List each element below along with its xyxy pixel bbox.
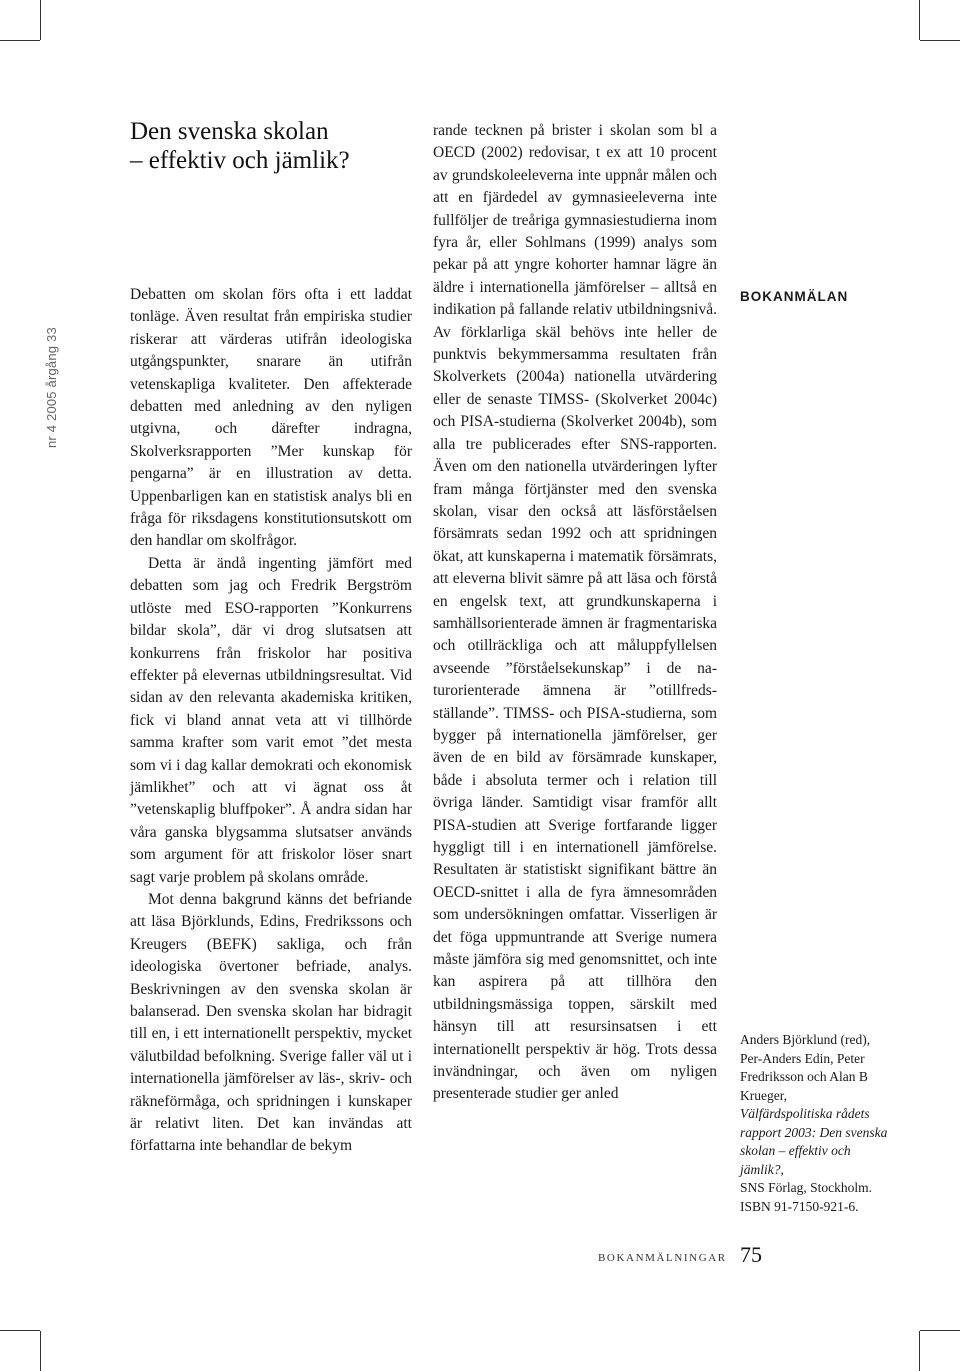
crop-mark-bottom-right bbox=[919, 1331, 920, 1371]
book-info bbox=[740, 1031, 890, 1216]
crop-mark-bottom-right-h bbox=[920, 1330, 960, 1331]
title-line-2: – effektiv och jämlik? bbox=[130, 147, 350, 174]
book-authors: Anders Björklund (red), Per-Anders Edin, Peter Fredriksson och Alan B Krueger, bbox=[740, 1032, 871, 1103]
crop-mark-bottom-left bbox=[40, 1331, 41, 1371]
paragraph: rande tecknen på brister i skolan som bl a OECD (2002) redovisar, t ex att 10 procent av grundskoleeleverna inte uppnår målen och att en fjärdedel av gymnasieeleverna inte fullföljer de treåriga gymnasiestudierna inom fyra år, eller Sohlmans (1999) analys som pekar på att yngre kohorter hamnar lägre än äldre i internationella jämförelser – alltså en indikation på fallande relativ utbildningsnivå. Av förklarliga skäl behövs inte heller de punktvis bekymmersamma resultaten från Skolverkets (2004a) nationella utvärdering eller de senaste TIMSS- (Skolverket 2004c) och PISA-studierna (Skolverket 2004b), som alla tre publicerades efter SNS-rapporten. Även om den nationella utvärderingen lyfter fram många förtjänster med den svenska skolan, visar den också att läsförståelsen försämrats sedan 1992 och att spridningen ökat, att kunskaperna i matematik försämrats, att eleverna blivit sämre på att läsa och förstå en engelsk text, att grundkunskaperna i samhällsorienterade ämnen är fragmentariska och otillräckliga och att måluppfyllelsen avseende ”förståelsekunskap” i de naturorienterade ämnena är ”otillfredsställande”. TIMSS- och PISA-studierna, som bygger på internationella jämförelser, ger även de en bild av försämrade kunskaper, både i absoluta termer och i relation till övriga länder. Samtidigt visar framför allt PISA-studien att Sverige fortfarande ligger hyggligt till i en internationell jämförelse. Resultaten är statistiskt signifikant bättre än OECD-snittet i alla de fyra ämnesområden som undersökningen omfattar. Visserligen är det föga uppmuntrande att Sverige numera måste jämföra sig med genomsnittet, och inte kan aspirera på att tillhöra den utbildningsmässiga toppen, särskilt med hänsyn till att resursinsatsen i ett internationellt perspektiv är hög. Trots dessa invändningar, och även om nyligen presenterade studier ger anled bbox=[433, 122, 717, 1103]
article-title bbox=[130, 117, 430, 175]
crop-mark-top-left bbox=[40, 0, 41, 40]
book-publisher: SNS Förlag, Stockholm. bbox=[740, 1180, 873, 1195]
footer-section-label: BOKANMÄLNINGAR bbox=[598, 1252, 727, 1264]
paragraph: Debatten om skolan förs ofta i ett laddat tonläge. Även resultat från empiriska studier riskerar att värderas utifrån ideologiska utgångspunkter, snarare än utifrån vetenskapliga kvaliteter. Den affekterade debatten med anledning av den nyligen utgivna, och därefter indragna, Skolverksrapporten ”Mer kunskap för pengarna” är en illustration av detta. Uppenbarligen kan en statistisk analys bli en fråga för riksdagens konstitutionsutskott om den handlar om skolfrågor. bbox=[130, 286, 412, 550]
journal-issue-label: nr 4 2005 årgång 33 bbox=[44, 327, 59, 448]
paragraph: Mot denna bakgrund känns det befriande att läsa Björklunds, Edins, Fredrikssons och Kreugers (BEFK) sakliga, och från ideologiska övertoner befriade, analys. Beskrivningen av den svenska skolan är balanserad. Den svenska skolan har bidragit till en, i ett internationellt perspektiv, mycket välutbildad befolkning. Sverige faller väl ut i internationella jämförelser av läs-, skriv- och räkneförmåga, och spridningen i kunskaper är relativt liten. Det kan invändas att författarna inte behandlar de bekym bbox=[130, 890, 412, 1155]
page-number: 75 bbox=[740, 1242, 762, 1267]
crop-mark-top-right bbox=[919, 0, 920, 40]
text-column-right bbox=[433, 120, 717, 1106]
book-title: Välfärdspolitiska rådets rapport 2003: Den svenska skolan – effektiv och jämlik?, bbox=[740, 1106, 888, 1177]
section-tag: BOKANMÄLAN bbox=[740, 289, 849, 304]
crop-mark-bottom-left-h bbox=[0, 1330, 40, 1331]
text-column-left bbox=[130, 284, 412, 1158]
paragraph: Detta är ändå ingenting jämfört med debatten som jag och Fredrik Bergström utlöste med ESO-rapporten ”Konkurrens bildar skola”, där vi drog slutsatsen att konkurrens från friskolor har positiva effekter på elevernas utbildningsresultat. Vid sidan av den relevanta akademiska kritiken, fick vi bland annat veta att vi tillhörde samma krafter som varit emot ”det mesta som vi i dag kallar demokrati och ekonomisk jämlikhet” och att vi ägnat oss åt ”vetenskaplig bluffpoker”. Å andra sidan har våra ganska blygsamma slutsatser används som argument för att friskolor löser snart sagt varje problem på skolans område. bbox=[130, 554, 412, 886]
book-isbn: ISBN 91-7150-921-6. bbox=[740, 1198, 859, 1214]
title-line-1: Den svenska skolan bbox=[130, 118, 329, 145]
crop-mark-top-right-h bbox=[920, 40, 960, 41]
crop-mark-top-left-h bbox=[0, 40, 40, 41]
